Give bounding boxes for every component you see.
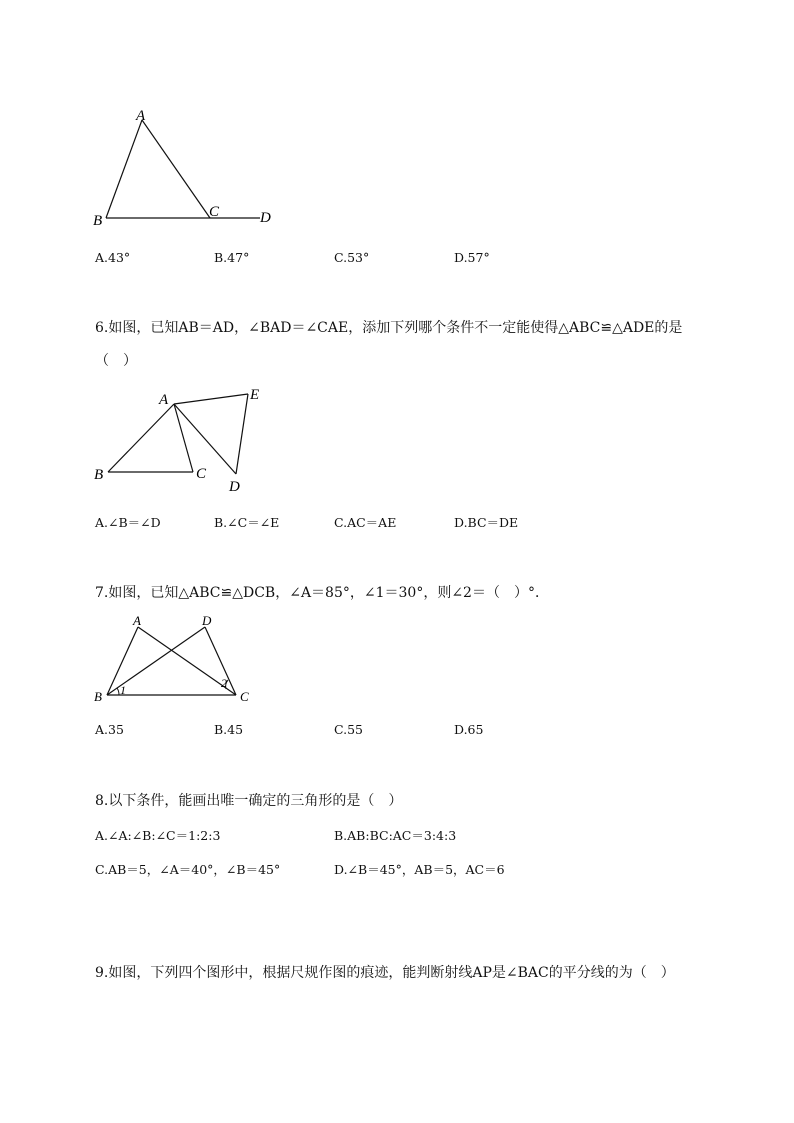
q8-option-b[interactable]: B.AB:BC:AC＝3:4:3 <box>334 828 457 843</box>
angle-1-label: 1 <box>120 683 126 697</box>
q5-option-b[interactable]: B.47° <box>214 250 250 265</box>
label-b: B <box>93 213 103 229</box>
angle-2-label: 2 <box>221 676 227 690</box>
q7-option-c[interactable]: C.55 <box>334 722 363 737</box>
q7-triangles-figure <box>88 610 268 708</box>
q7-stem: 7.如图，已知△ABC≌△DCB，∠A＝85°，∠1＝30°，则∠2＝（ ）°． <box>95 585 549 601</box>
q8-option-d[interactable]: D.∠B＝45°，AB＝5，AC＝6 <box>334 862 505 877</box>
label-a: A <box>133 613 141 628</box>
label-a: A <box>136 108 146 124</box>
label-a: A <box>159 392 169 408</box>
segment-ae <box>174 394 248 404</box>
label-c: C <box>209 204 220 220</box>
q8-option-c[interactable]: C.AB＝5，∠A＝40°，∠B＝45° <box>95 862 281 877</box>
q5-triangle-figure <box>88 100 288 230</box>
label-d: D <box>202 613 212 628</box>
segment-ac <box>142 120 210 218</box>
segment-ab <box>108 404 174 472</box>
q6-option-d[interactable]: D.BC＝DE <box>454 515 519 530</box>
q9-stem: 9.如图，下列四个图形中，根据尺规作图的痕迹，能判断射线AP是∠BAC的平分线的为（ ） <box>95 965 675 981</box>
label-c: C <box>196 466 207 482</box>
q5-option-a[interactable]: A.43° <box>95 250 131 265</box>
q5-option-d[interactable]: D.57° <box>454 250 490 265</box>
q5-option-c[interactable]: C.53° <box>334 250 370 265</box>
segment-ab <box>106 120 142 218</box>
q6-triangles-figure <box>88 380 288 495</box>
label-d: D <box>229 479 240 495</box>
segment-de <box>236 394 248 474</box>
angle-1-arc <box>117 688 119 695</box>
label-b: B <box>94 689 102 704</box>
label-c: C <box>240 689 249 704</box>
q7-option-d[interactable]: D.65 <box>454 722 484 737</box>
q8-stem: 8.以下条件，能画出唯一确定的三角形的是（ ） <box>95 793 403 809</box>
label-b: B <box>94 467 104 483</box>
q6-answer-blank: （ ） <box>95 353 137 369</box>
q7-option-a[interactable]: A.35 <box>95 722 124 737</box>
q6-option-a[interactable]: A.∠B＝∠D <box>95 515 161 530</box>
q7-option-b[interactable]: B.45 <box>214 722 244 737</box>
label-d: D <box>260 210 271 226</box>
q8-option-a[interactable]: A.∠A:∠B:∠C＝1:2:3 <box>95 828 221 843</box>
q6-option-b[interactable]: B.∠C＝∠E <box>214 515 280 530</box>
q6-stem: 6.如图，已知AB＝AD，∠BAD＝∠CAE，添加下列哪个条件不一定能使得△ABC≌△ADE的是 <box>95 320 683 336</box>
label-e: E <box>250 387 260 403</box>
q6-option-c[interactable]: C.AC＝AE <box>334 515 397 530</box>
